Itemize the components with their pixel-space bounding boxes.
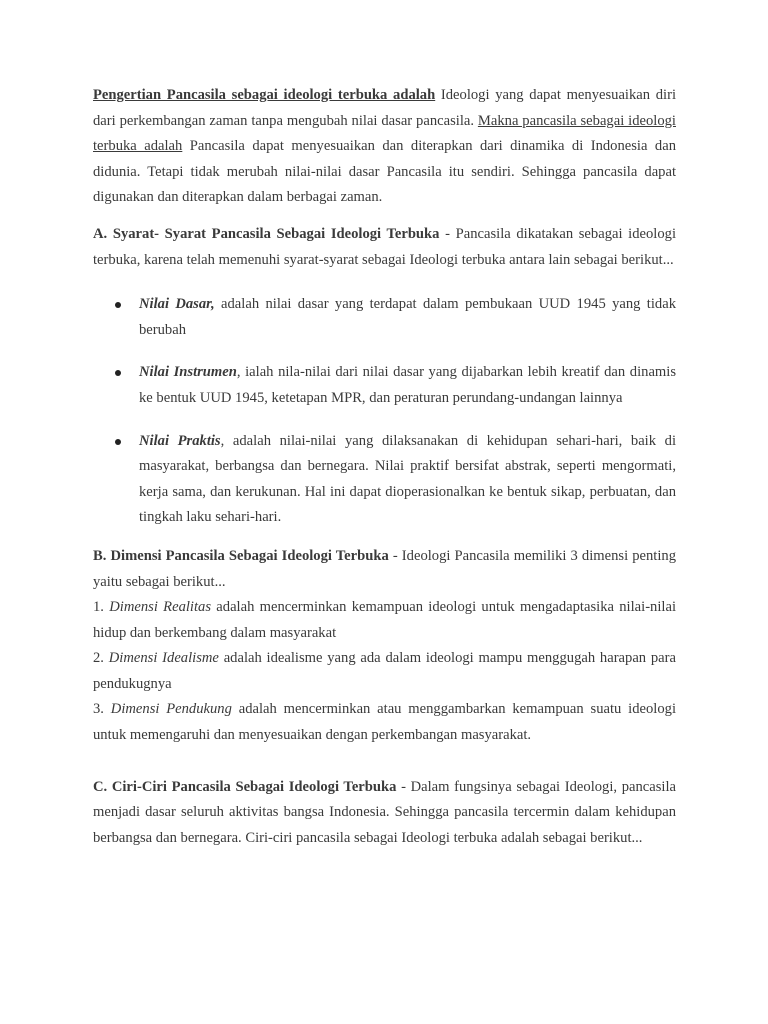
section-c-paragraph bbox=[93, 775, 676, 852]
dimension-term: Dimensi Idealisme bbox=[108, 650, 219, 667]
bullet-term: Nilai Instrumen bbox=[139, 364, 237, 381]
section-a-text: - Pancasila dikatakan sebagai ideologi terbuka, karena telah memenuhi syarat-syarat sebagai Ideologi terbuka antara lain sebagai berikut... bbox=[93, 225, 676, 268]
bullet-text: , ialah nila-nilai dari nilai dasar yang dijabarkan lebih kreatif dan dinamis ke bentuk UUD 1945, ketetapan MPR, dan peraturan perundang-undangan lainnya bbox=[139, 364, 677, 406]
intro-lead-term: Pengertian Pancasila sebagai ideologi terbuka adalah bbox=[93, 87, 436, 103]
section-b-paragraph bbox=[93, 544, 676, 595]
list-item bbox=[93, 292, 676, 343]
dimension-number: 1. bbox=[93, 599, 110, 616]
dimension-item bbox=[93, 646, 676, 697]
section-c-heading: C. Ciri-Ciri Pancasila Sebagai Ideologi Terbuka bbox=[93, 778, 397, 795]
dimension-text: adalah idealisme yang ada dalam ideologi mampu menggugah harapan para pendukugnya bbox=[93, 650, 676, 692]
bullet-icon bbox=[115, 370, 121, 376]
document-page bbox=[93, 83, 676, 851]
dimension-item bbox=[93, 697, 676, 748]
list-item bbox=[93, 429, 676, 531]
intro-makna-term: Makna pancasila sebagai ideologi terbuka adalah bbox=[93, 112, 676, 155]
dimension-item bbox=[93, 595, 676, 646]
section-b-heading: B. Dimensi Pancasila Sebagai Ideologi Terbuka bbox=[93, 547, 389, 564]
bullet-icon bbox=[115, 302, 121, 308]
bullet-term: Nilai Praktis bbox=[139, 432, 221, 449]
section-a-heading: A. Syarat- Syarat Pancasila Sebagai Ideologi Terbuka bbox=[93, 225, 440, 242]
dimension-number: 2. bbox=[93, 650, 109, 667]
intro-text-1: Ideologi yang dapat menyesuaikan diri dari perkembangan zaman tanpa mengubah nilai dasar pancasila. bbox=[93, 87, 676, 129]
dimension-text: adalah mencerminkan kemampuan ideologi untuk mengadaptasika nilai-nilai hidup dan berkembang dalam masyarakat bbox=[93, 599, 676, 641]
intro-text-2: Pancasila dapat menyesuaikan dan diterapkan dari dinamika di Indonesia dan didunia. Tetapi tidak merubah nilai-nilai dasar Pancasila itu sendiri. Sehingga pancasila dapat digunakan dan diterapkan dalam berbagai zaman. bbox=[93, 138, 676, 206]
section-a-paragraph bbox=[93, 222, 676, 273]
bullet-text: adalah nilai dasar yang terdapat dalam pembukaan UUD 1945 yang tidak berubah bbox=[139, 296, 676, 338]
bullet-icon bbox=[115, 439, 121, 445]
nilai-bullet-list bbox=[93, 292, 676, 531]
intro-paragraph bbox=[93, 83, 676, 211]
section-b-text: - Ideologi Pancasila memiliki 3 dimensi penting yaitu sebagai berikut... bbox=[93, 547, 676, 590]
dimension-text: adalah mencerminkan atau menggambarkan kemampuan suatu ideologi untuk memengaruhi dan menyesuaikan dengan perkembangan masyarakat. bbox=[93, 701, 676, 744]
bullet-text: , adalah nilai-nilai yang dilaksanakan di kehidupan sehari-hari, baik di masyarakat, berbangsa dan bernegara. Nilai praktif bersifat abstrak, seperti mengormati, kerja sama, dan kerukunan. Hal ini dapat dioperasionalkan ke bentuk sikap, perbuatan, dan tingkah laku sehari-hari. bbox=[139, 432, 677, 526]
bullet-term: Nilai Dasar, bbox=[139, 296, 215, 313]
list-item bbox=[93, 360, 676, 411]
section-c-text: - Dalam fungsinya sebagai Ideologi, pancasila menjadi dasar seluruh aktivitas bangsa Indonesia. Sehingga pancasila tercermin dalam kehidupan berbangsa dan bernegara. Ciri-ciri pancasila sebagai Ideologi terbuka adalah sebagai berikut... bbox=[93, 778, 676, 846]
dimension-term: Dimensi Pendukung bbox=[110, 701, 232, 718]
dimension-term: Dimensi Realitas bbox=[109, 599, 212, 616]
dimension-number: 3. bbox=[93, 701, 111, 718]
